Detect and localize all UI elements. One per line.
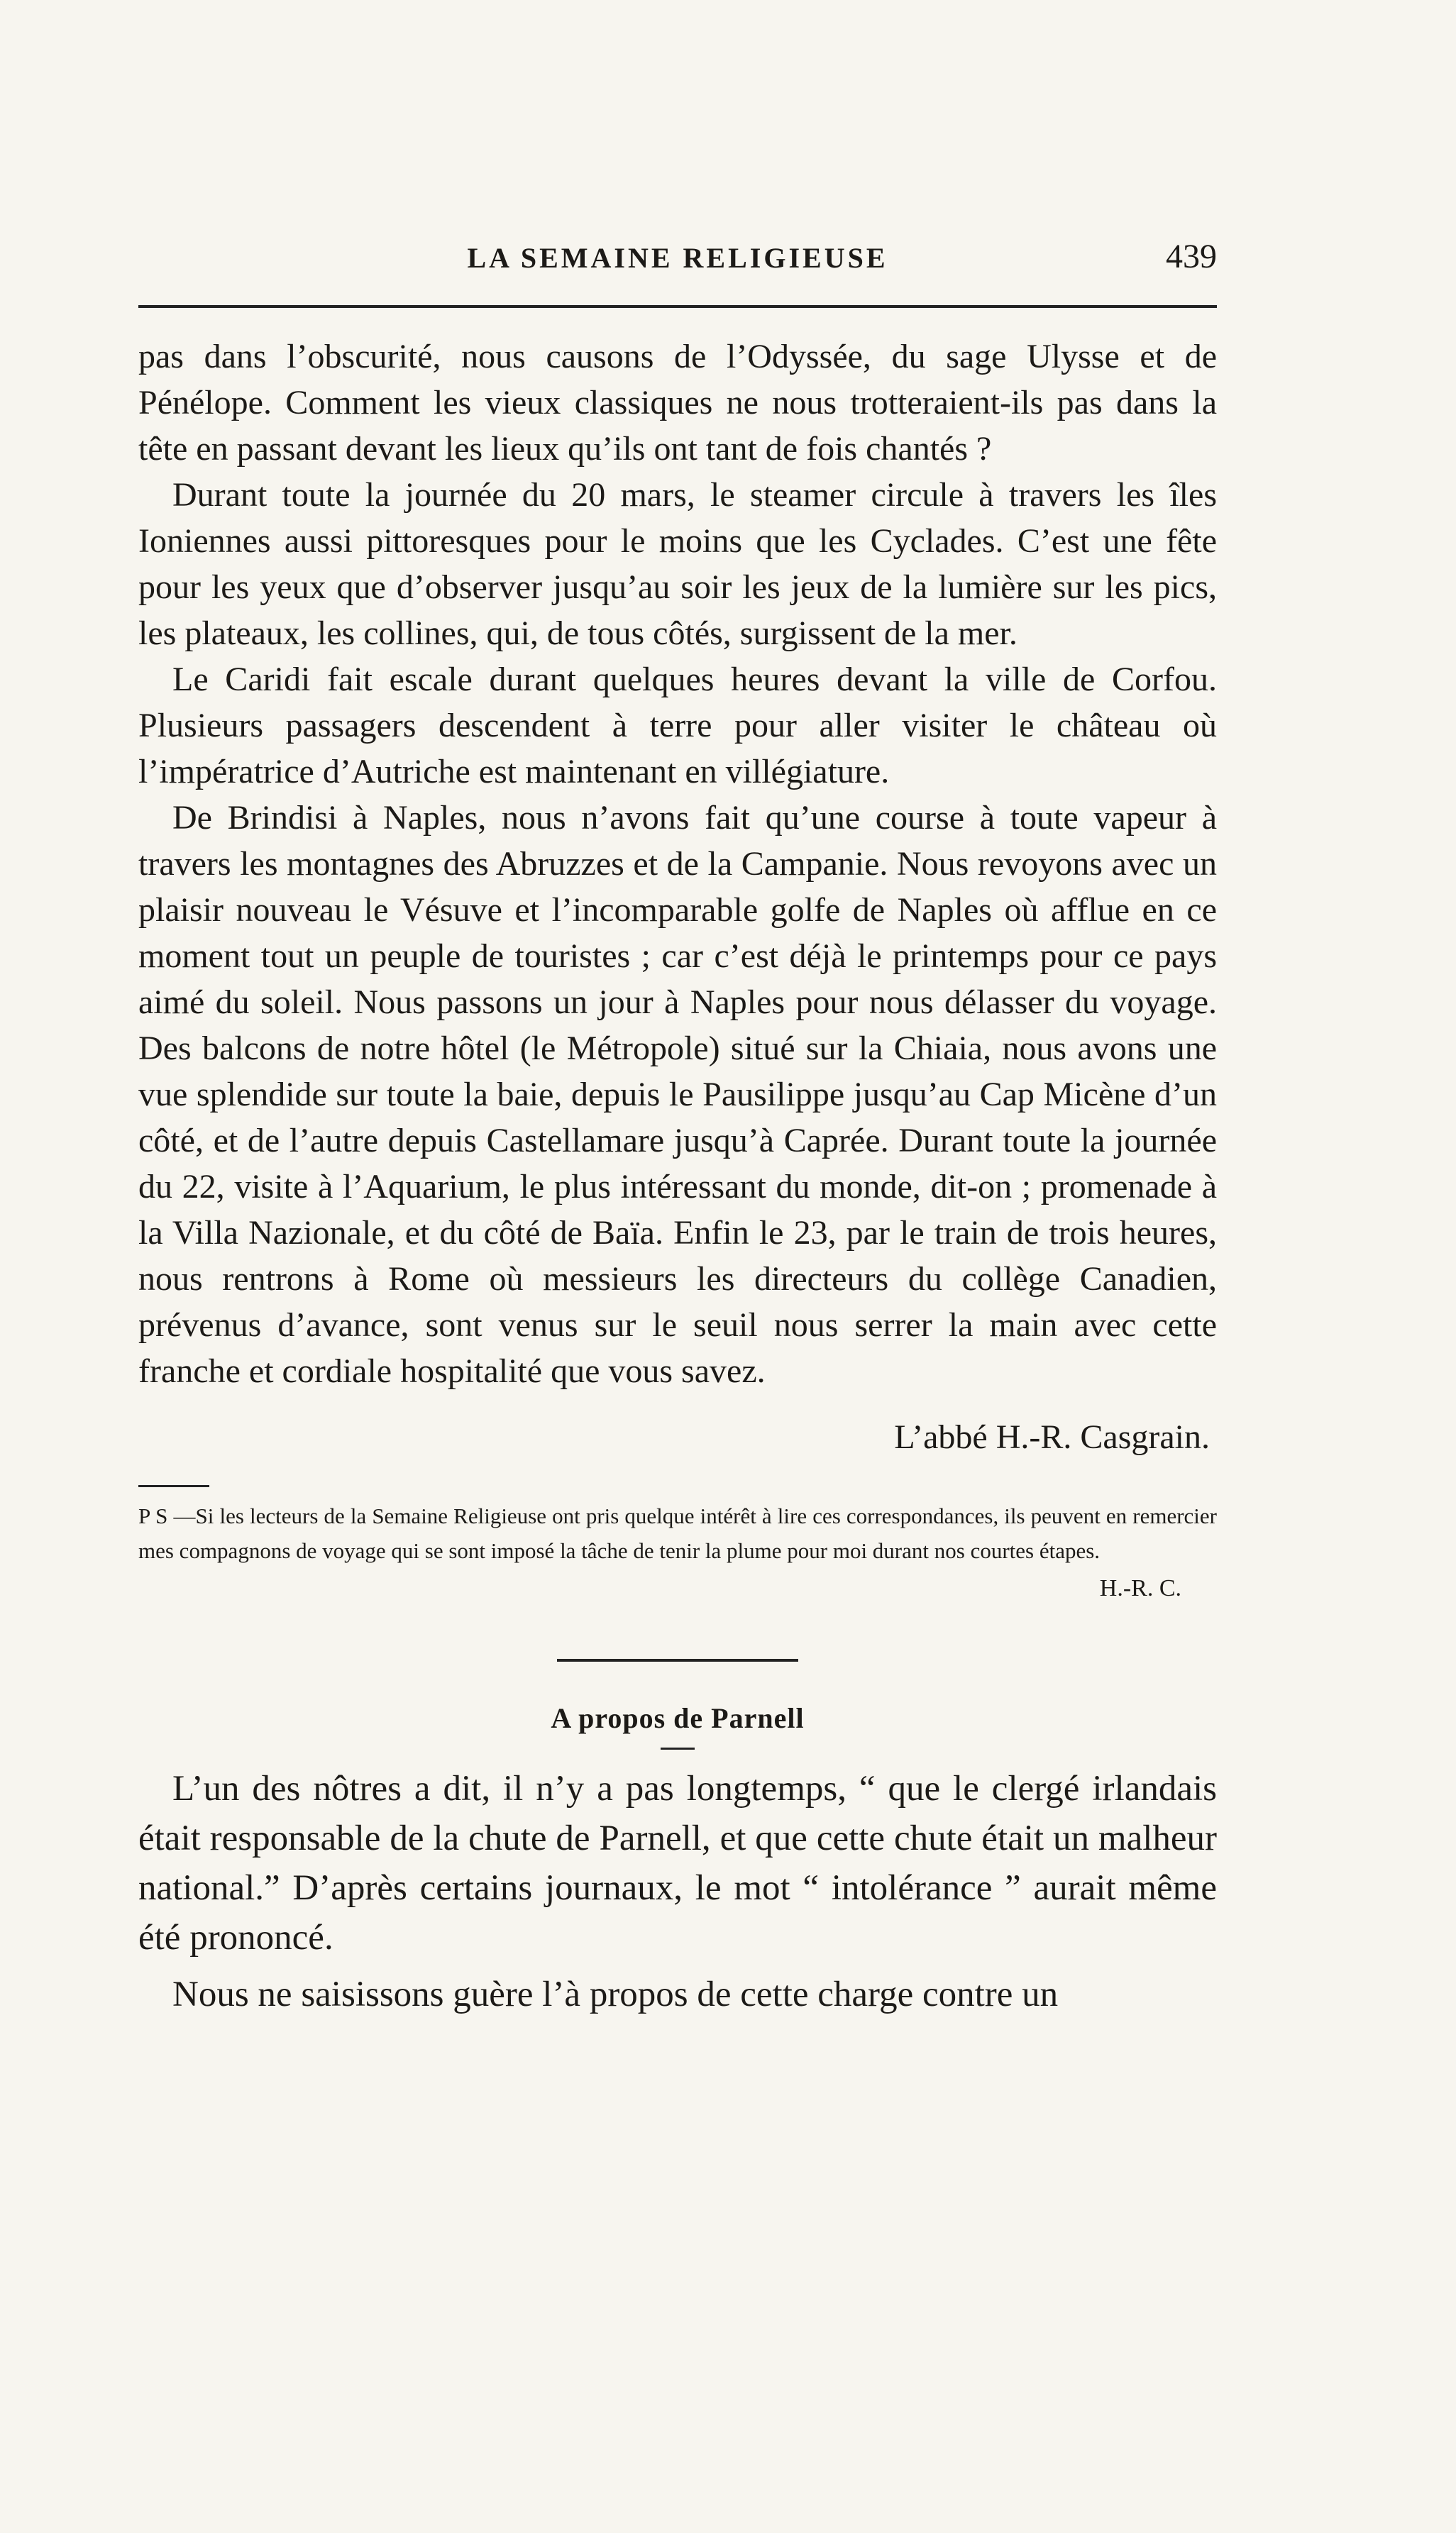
title-dash: [661, 1748, 695, 1750]
section-separator: [557, 1659, 798, 1662]
footnote-rule: [138, 1485, 209, 1487]
postscript-initials: H.-R. C.: [1099, 1575, 1181, 1601]
header-rule: [138, 305, 1217, 308]
paragraph: Durant toute la journée du 20 mars, le steamer circule à travers les îles Ioniennes aussi pittoresques pour le moins que les Cyclades. C’est une fête pour les yeux que d’observer jusqu’au soir les jeux de la lumière sur les pics, les plateaux, les collines, qui, de tous côtés, surgissent de la mer.: [138, 476, 1217, 652]
section-title: A propos de Parnell: [551, 1702, 805, 1734]
paragraph: Le Caridi fait escale durant quelques heures devant la ville de Corfou. Plusieurs passagers descendent à terre pour aller visiter le château où l’impératrice d’Autriche est maintenant en villégiature.: [138, 661, 1217, 790]
postscript: P S —Si les lecteurs de la Semaine Religieuse ont pris quelque intérêt à lire ces correspondances, ils peuvent en remercier mes compagnons de voyage qui se sont imposé la tâche de tenir la plume pour moi durant nos courtes étapes.: [138, 1503, 1217, 1563]
author-signature: L’abbé H.-R. Casgrain.: [894, 1418, 1210, 1456]
page-body: [138, 333, 1217, 2019]
paragraph: De Brindisi à Naples, nous n’avons fait qu’une course à toute vapeur à travers les montagnes des Abruzzes et de la Campanie. Nous revoyons avec un plaisir nouveau le Vésuve et l’incomparable golfe de Naples où afflue en ce moment tout un peuple de touristes ; car c’est déjà le printemps pour ce pays aimé du soleil. Nous passons un jour à Naples pour nous délasser du voyage. Des balcons de notre hôtel (le Métropole) situé sur la Chiaia, nous avons une vue splendide sur toute la baie, depuis le Pausilippe jusqu’au Cap Micène d’un côté, et de l’autre depuis Castellamare jusqu’à Caprée. Durant toute la journée du 22, visite à l’Aquarium, le plus intéressant du monde, dit-on ; promenade à la Villa Nazionale, et du côté de Baïa. Enfin le 23, par le train de trois heures, nous rentrons à Rome où messieurs les directeurs du collège Canadien, prévenus d’avance, sont venus sur le seuil nous serrer la main avec cette franche et cordiale hospitalité que vous savez.: [138, 799, 1217, 1390]
running-title: LA SEMAINE RELIGIEUSE: [467, 242, 888, 274]
paragraph: Nous ne saisissons guère l’à propos de cette charge contre un: [172, 1975, 1059, 2014]
page-number: 439: [1166, 238, 1217, 275]
page-header: [138, 238, 1217, 298]
paragraph: L’un des nôtres a dit, il n’y a pas longtemps, “ que le clergé irlandais était responsable de la chute de Parnell, et que cette chute était un malheur national.” D’après certains journaux, le mot “ intolérance ” aurait même été prononcé.: [138, 1769, 1217, 1958]
paragraph-continued: pas dans l’obscurité, nous causons de l’Odyssée, du sage Ulysse et de Pénélope. Comment les vieux classiques ne nous trotteraient-ils pas dans la tête en passant devant les lieux qu’ils ont tant de fois chantés ?: [138, 338, 1217, 468]
